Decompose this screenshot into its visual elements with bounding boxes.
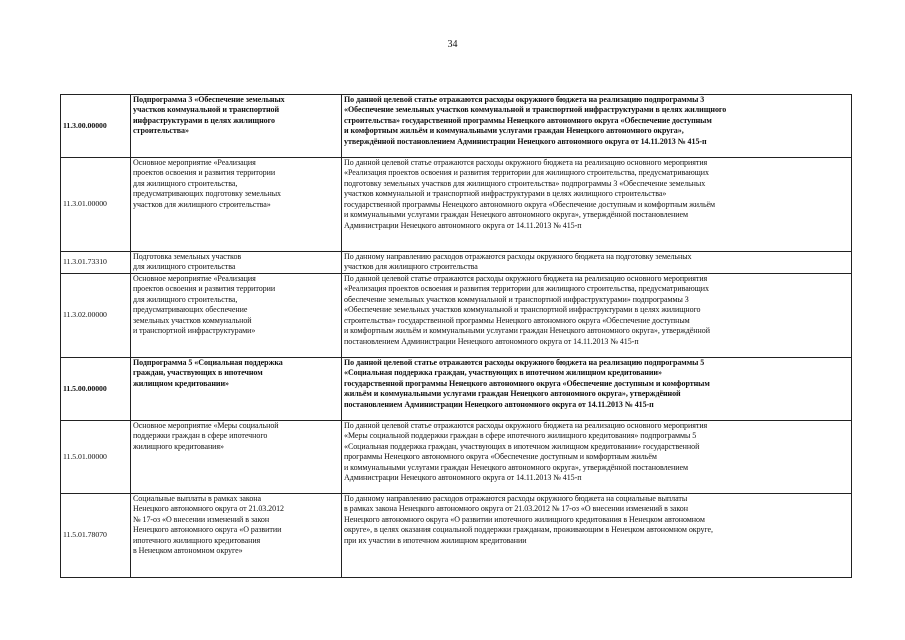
name-line: участков коммунальной и транспортной: [133, 105, 280, 115]
description-line: постановлением Администрации Ненецкого автономного округа от 14.11.2013 № 415-п: [344, 336, 639, 346]
description-line: «Реализация проектов освоения и развития территории для жилищного строительства, предусматривающих: [344, 168, 709, 178]
name-line: участков для жилищного строительства»: [133, 199, 271, 209]
description-line: жильём и коммунальными услугами граждан Ненецкого автономного округа», утверждённой: [344, 389, 681, 399]
table-row: [61, 357, 852, 420]
table-row: [61, 273, 852, 357]
classification-code: 11.5.01.00000: [61, 420, 131, 493]
name-line: в Ненецком автономном округе»: [133, 546, 243, 556]
description-line: «Реализация проектов освоения и развития территории для жилищного строительства, предусматривающих: [344, 284, 709, 294]
item-name: [131, 493, 342, 577]
table-row: [61, 493, 852, 577]
name-line: жилищного кредитования»: [133, 441, 224, 451]
description-line: и коммунальными услугами граждан Ненецкого автономного округа», утверждённой постановлением: [344, 210, 689, 220]
description-line: участков коммунальной и транспортной инфраструктурами в целях жилищного строительства»: [344, 189, 667, 199]
budget-classification-table: [60, 94, 852, 578]
description-line: обеспечение земельных участков коммунальной и транспортной инфраструктурами» подпрограммы 3: [344, 294, 689, 304]
item-name: [131, 158, 342, 252]
description-line: утверждённой постановлением Администрации Ненецкого автономного округа от 14.11.2013 № 415-п: [344, 136, 707, 146]
description-line: «Социальная поддержка граждан, участвующих в ипотечном жилищном кредитовании» государственной: [344, 441, 700, 451]
description-line: По данному направлению расходов отражаются расходы окружного бюджета на подготовку земельных: [344, 252, 692, 261]
name-line: для жилищного строительства,: [133, 178, 238, 188]
classification-code: 11.3.01.73310: [61, 252, 131, 274]
name-line: проектов освоения и развития территории: [133, 284, 276, 294]
item-description: [342, 420, 852, 493]
description-line: государственной программы Ненецкого автономного округа «Обеспечение доступным и комфортным: [344, 378, 710, 388]
name-line: Ненецкого автономного округа от 21.03.2012: [133, 504, 284, 514]
name-line: поддержки граждан в сфере ипотечного: [133, 431, 268, 441]
description-line: Ненецкого автономного округа «О развитии ипотечного жилищного кредитования в Ненецком автономном: [344, 514, 705, 524]
item-description: [342, 158, 852, 252]
classification-code: 11.3.02.00000: [61, 273, 131, 357]
name-line: Подготовка земельных участков: [133, 252, 242, 261]
name-line: Ненецкого автономного округа «О развитии: [133, 525, 282, 535]
item-description: [342, 493, 852, 577]
name-line: Основное мероприятие «Реализация: [133, 273, 256, 283]
name-line: инфраструктурами в целях жилищного: [133, 115, 275, 125]
description-line: По данной целевой статье отражаются расходы окружного бюджета на реализацию основного мероприятия: [344, 420, 708, 430]
description-line: программы Ненецкого автономного округа «Обеспечение доступным и комфортным жильём: [344, 452, 657, 462]
table-row: [61, 95, 852, 158]
item-description: [342, 95, 852, 158]
name-line: для жилищного строительства,: [133, 294, 238, 304]
name-line: Основное мероприятие «Меры социальной: [133, 420, 279, 430]
name-line: предусматривающих подготовку земельных: [133, 189, 281, 199]
description-line: По данному направлению расходов отражаются расходы окружного бюджета на социальные выплаты: [344, 493, 688, 503]
item-name: [131, 252, 342, 274]
description-line: в рамках закона Ненецкого автономного округа от 21.03.2012 № 17-оз «О внесении изменений в закон: [344, 504, 688, 514]
description-line: По данной целевой статье отражаются расходы окружного бюджета на реализацию основного мероприятия: [344, 158, 708, 167]
item-name: [131, 95, 342, 158]
name-line: строительства»: [133, 126, 189, 136]
item-name: [131, 420, 342, 493]
item-description: [342, 252, 852, 274]
description-line: государственной программы Ненецкого автономного округа «Обеспечение доступным и комфортным жильём: [344, 199, 716, 209]
description-line: «Обеспечение земельных участков коммунальной и транспортной инфраструктурами в целях жилищного: [344, 105, 727, 115]
description-line: «Социальная поддержка граждан, участвующих в ипотечном жилищном кредитовании»: [344, 368, 662, 378]
item-description: [342, 273, 852, 357]
description-line: подготовку земельных участков для жилищного строительства» подпрограммы 3 «Обеспечение земельных: [344, 178, 706, 188]
name-line: Подпрограмма 3 «Обеспечение земельных: [133, 95, 285, 104]
description-line: при их участии в ипотечном жилищном кредитовании: [344, 535, 527, 545]
table-row: [61, 420, 852, 493]
name-line: граждан, участвующих в ипотечном: [133, 368, 263, 378]
classification-code: 11.3.01.00000: [61, 158, 131, 252]
description-line: и коммунальными услугами граждан Ненецкого автономного округа», утверждённой постановлением: [344, 462, 689, 472]
page-number: 34: [447, 39, 458, 50]
name-line: Основное мероприятие «Реализация: [133, 158, 256, 167]
description-line: «Обеспечение земельных участков коммунальной и транспортной инфраструктурами в целях жилищного: [344, 305, 701, 315]
name-line: и транспортной инфраструктурами»: [133, 326, 256, 336]
name-line: земельных участков коммунальной: [133, 315, 252, 325]
name-line: ипотечного жилищного кредитования: [133, 535, 261, 545]
name-line: предусматривающих обеспечение: [133, 305, 248, 315]
description-line: округе», в целях оказания социальной поддержки гражданам, проживающим в Ненецком автономном округе,: [344, 525, 713, 535]
description-line: По данной целевой статье отражаются расходы окружного бюджета на реализацию подпрограммы 5: [344, 357, 705, 367]
description-line: и комфортным жильём и коммунальными услугами граждан Ненецкого автономного округа»,: [344, 126, 684, 136]
name-line: Подпрограмма 5 «Социальная поддержка: [133, 357, 283, 367]
classification-code: 11.5.01.78070: [61, 493, 131, 577]
description-line: и комфортным жильём и коммунальными услугами граждан Ненецкого автономного округа», утверждённой: [344, 326, 710, 336]
table-row: [61, 252, 852, 274]
name-line: Социальные выплаты в рамках закона: [133, 493, 262, 503]
item-name: [131, 357, 342, 420]
description-line: постановлением Администрации Ненецкого автономного округа от 14.11.2013 № 415-п: [344, 399, 654, 409]
classification-code: 11.5.00.00000: [61, 357, 131, 420]
table-row: [61, 158, 852, 252]
description-line: строительства» государственной программы Ненецкого автономного округа «Обеспечение доступным: [344, 115, 712, 125]
item-description: [342, 357, 852, 420]
description-line: строительства» государственной программы Ненецкого автономного округа «Обеспечение доступным: [344, 315, 690, 325]
description-line: Администрации Ненецкого автономного округа от 14.11.2013 № 415-п: [344, 473, 582, 483]
description-line: По данной целевой статье отражаются расходы окружного бюджета на реализацию подпрограммы 3: [344, 95, 705, 104]
name-line: № 17-оз «О внесении изменений в закон: [133, 514, 270, 524]
name-line: жилищном кредитовании»: [133, 378, 230, 388]
classification-code: 11.3.00.00000: [61, 95, 131, 158]
name-line: для жилищного строительства: [133, 262, 236, 272]
description-line: «Меры социальной поддержки граждан в сфере ипотечного жилищного кредитования» подпрограммы 5: [344, 431, 697, 441]
description-line: По данной целевой статье отражаются расходы окружного бюджета на реализацию основного мероприятия: [344, 273, 708, 283]
description-line: участков для жилищного строительства: [344, 262, 478, 272]
description-line: Администрации Ненецкого автономного округа от 14.11.2013 № 415-п: [344, 220, 582, 230]
name-line: проектов освоения и развития территории: [133, 168, 276, 178]
item-name: [131, 273, 342, 357]
